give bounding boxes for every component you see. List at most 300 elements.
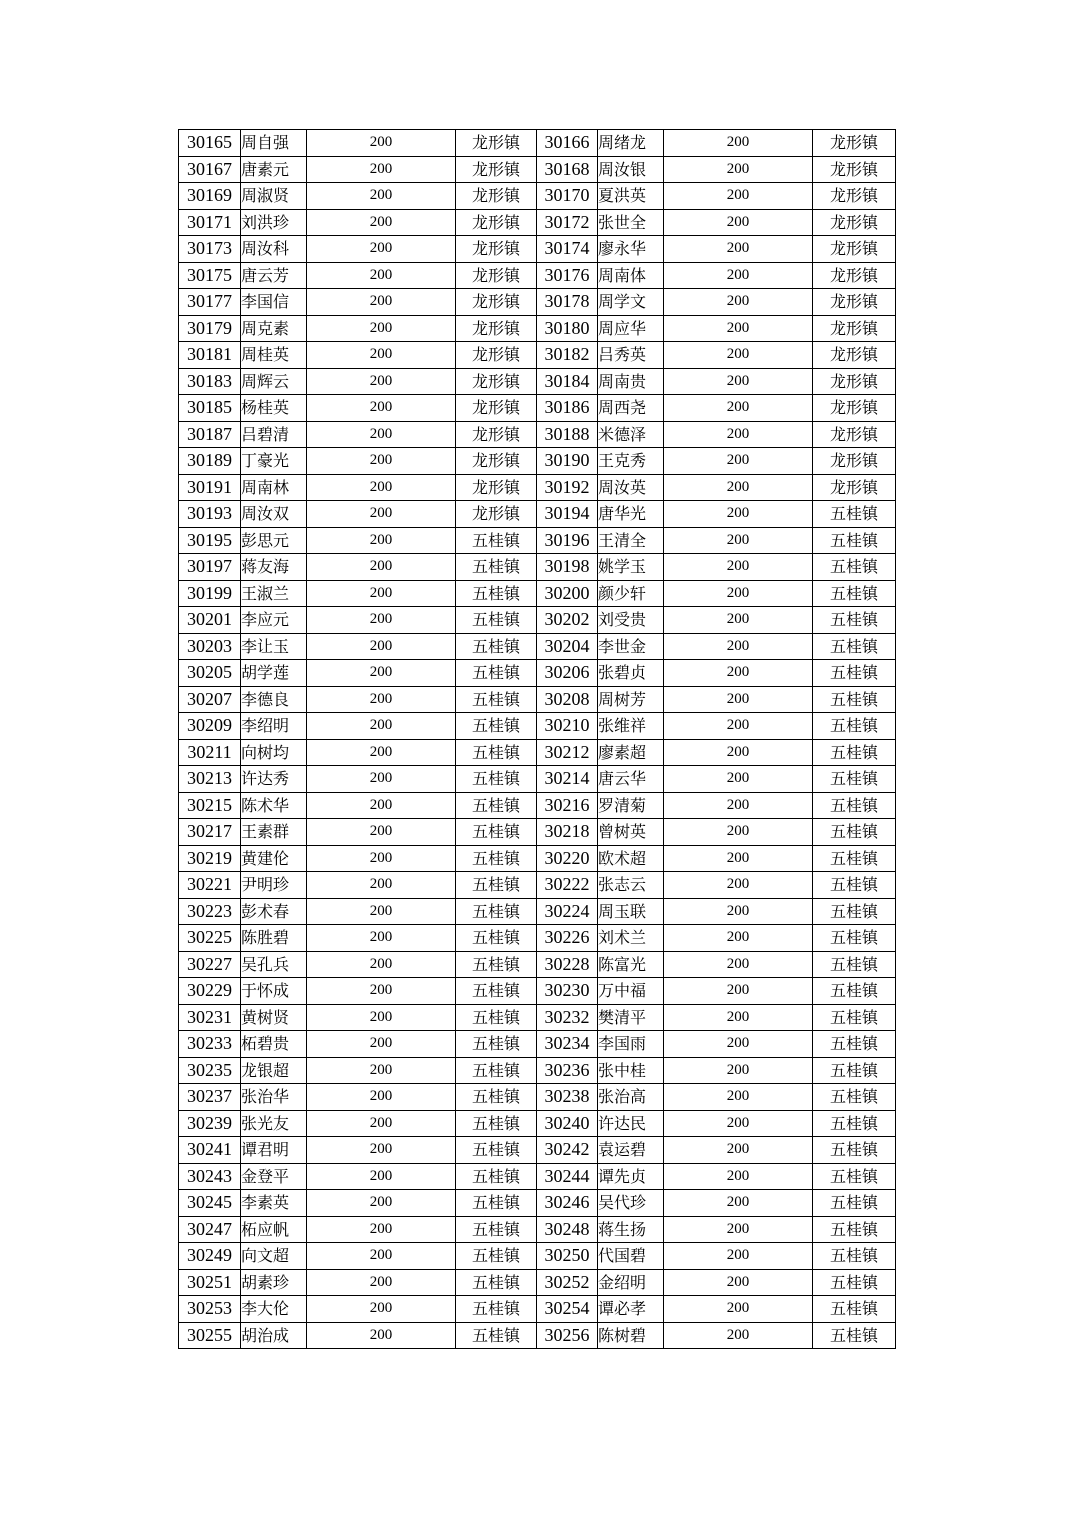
amount-cell: 200 [307,1031,456,1058]
amount-cell: 200 [664,262,813,289]
amount-cell: 200 [664,1004,813,1031]
record-number-cell: 30215 [179,792,241,819]
amount-cell: 200 [307,1004,456,1031]
town-cell: 五桂镇 [456,607,537,634]
record-number-cell: 30220 [537,845,598,872]
record-number-cell: 30189 [179,448,241,475]
amount-cell: 200 [664,792,813,819]
record-number-cell: 30216 [537,792,598,819]
amount-cell: 200 [664,607,813,634]
record-number-cell: 30219 [179,845,241,872]
person-name-cell: 张光友 [241,1110,307,1137]
town-cell: 龙形镇 [456,421,537,448]
record-number-cell: 30169 [179,183,241,210]
record-number-cell: 30230 [537,978,598,1005]
table-row [179,342,896,369]
record-number-cell: 30191 [179,474,241,501]
record-number-cell: 30194 [537,501,598,528]
person-name-cell: 廖素超 [598,739,664,766]
amount-cell: 200 [664,686,813,713]
person-name-cell: 彭思元 [241,527,307,554]
town-cell: 五桂镇 [813,819,896,846]
person-name-cell: 向树均 [241,739,307,766]
amount-cell: 200 [307,1190,456,1217]
amount-cell: 200 [664,978,813,1005]
amount-cell: 200 [664,872,813,899]
record-number-cell: 30206 [537,660,598,687]
person-name-cell: 李大伦 [241,1296,307,1323]
record-number-cell: 30187 [179,421,241,448]
table-row [179,1110,896,1137]
town-cell: 五桂镇 [456,951,537,978]
table-row [179,501,896,528]
record-number-cell: 30188 [537,421,598,448]
town-cell: 五桂镇 [456,660,537,687]
record-number-cell: 30195 [179,527,241,554]
table-row [179,315,896,342]
amount-cell: 200 [664,527,813,554]
table-row [179,845,896,872]
person-name-cell: 周南贵 [598,368,664,395]
record-number-cell: 30240 [537,1110,598,1137]
town-cell: 五桂镇 [456,978,537,1005]
table-row [179,289,896,316]
amount-cell: 200 [307,1269,456,1296]
person-name-cell: 张维祥 [598,713,664,740]
record-number-cell: 30236 [537,1057,598,1084]
table-row [179,1004,896,1031]
town-cell: 龙形镇 [813,421,896,448]
amount-cell: 200 [307,527,456,554]
town-cell: 五桂镇 [456,1031,537,1058]
table-row [179,1269,896,1296]
town-cell: 龙形镇 [813,262,896,289]
person-name-cell: 王清全 [598,527,664,554]
town-cell: 龙形镇 [456,262,537,289]
record-number-cell: 30250 [537,1243,598,1270]
amount-cell: 200 [664,1296,813,1323]
town-cell: 龙形镇 [456,130,537,157]
person-name-cell: 谭先贞 [598,1163,664,1190]
amount-cell: 200 [307,554,456,581]
roster-body [179,130,896,1349]
amount-cell: 200 [307,1057,456,1084]
town-cell: 五桂镇 [813,1004,896,1031]
person-name-cell: 陈胜碧 [241,925,307,952]
record-number-cell: 30184 [537,368,598,395]
table-row [179,448,896,475]
table-row [179,1243,896,1270]
amount-cell: 200 [307,1296,456,1323]
amount-cell: 200 [307,262,456,289]
record-number-cell: 30254 [537,1296,598,1323]
amount-cell: 200 [664,1190,813,1217]
person-name-cell: 周西尧 [598,395,664,422]
amount-cell: 200 [664,819,813,846]
amount-cell: 200 [664,898,813,925]
town-cell: 龙形镇 [456,395,537,422]
amount-cell: 200 [307,660,456,687]
person-name-cell: 彭术春 [241,898,307,925]
person-name-cell: 谭必孝 [598,1296,664,1323]
person-name-cell: 谭君明 [241,1137,307,1164]
amount-cell: 200 [664,183,813,210]
town-cell: 五桂镇 [813,1084,896,1111]
amount-cell: 200 [307,342,456,369]
record-number-cell: 30209 [179,713,241,740]
amount-cell: 200 [664,1137,813,1164]
record-number-cell: 30235 [179,1057,241,1084]
amount-cell: 200 [307,607,456,634]
record-number-cell: 30207 [179,686,241,713]
town-cell: 五桂镇 [813,1057,896,1084]
record-number-cell: 30232 [537,1004,598,1031]
table-row [179,1296,896,1323]
person-name-cell: 李国雨 [598,1031,664,1058]
town-cell: 五桂镇 [813,1216,896,1243]
person-name-cell: 黄树贤 [241,1004,307,1031]
amount-cell: 200 [307,421,456,448]
person-name-cell: 李素英 [241,1190,307,1217]
town-cell: 龙形镇 [456,236,537,263]
record-number-cell: 30183 [179,368,241,395]
table-row [179,474,896,501]
amount-cell: 200 [664,315,813,342]
record-number-cell: 30202 [537,607,598,634]
town-cell: 龙形镇 [456,448,537,475]
amount-cell: 200 [307,156,456,183]
town-cell: 龙形镇 [813,209,896,236]
amount-cell: 200 [664,580,813,607]
town-cell: 龙形镇 [813,474,896,501]
person-name-cell: 周淑贤 [241,183,307,210]
amount-cell: 200 [664,289,813,316]
amount-cell: 200 [307,978,456,1005]
record-number-cell: 30170 [537,183,598,210]
person-name-cell: 周南林 [241,474,307,501]
person-name-cell: 周桂英 [241,342,307,369]
town-cell: 龙形镇 [813,183,896,210]
table-row [179,395,896,422]
amount-cell: 200 [307,130,456,157]
amount-cell: 200 [664,130,813,157]
town-cell: 五桂镇 [456,554,537,581]
person-name-cell: 欧术超 [598,845,664,872]
person-name-cell: 刘洪珍 [241,209,307,236]
town-cell: 龙形镇 [813,395,896,422]
amount-cell: 200 [307,845,456,872]
amount-cell: 200 [664,1243,813,1270]
table-row [179,951,896,978]
record-number-cell: 30178 [537,289,598,316]
person-name-cell: 代国碧 [598,1243,664,1270]
record-number-cell: 30214 [537,766,598,793]
person-name-cell: 张世全 [598,209,664,236]
town-cell: 五桂镇 [813,633,896,660]
table-row [179,686,896,713]
amount-cell: 200 [664,1322,813,1349]
amount-cell: 200 [664,342,813,369]
record-number-cell: 30212 [537,739,598,766]
person-name-cell: 吕碧清 [241,421,307,448]
record-number-cell: 30248 [537,1216,598,1243]
amount-cell: 200 [307,686,456,713]
person-name-cell: 颜少轩 [598,580,664,607]
amount-cell: 200 [307,713,456,740]
town-cell: 龙形镇 [813,156,896,183]
amount-cell: 200 [307,1322,456,1349]
person-name-cell: 李应元 [241,607,307,634]
town-cell: 龙形镇 [456,342,537,369]
table-row [179,607,896,634]
town-cell: 五桂镇 [813,580,896,607]
record-number-cell: 30211 [179,739,241,766]
table-row [179,1322,896,1349]
town-cell: 五桂镇 [456,1057,537,1084]
table-row [179,713,896,740]
amount-cell: 200 [307,1163,456,1190]
amount-cell: 200 [307,766,456,793]
person-name-cell: 尹明珍 [241,872,307,899]
town-cell: 五桂镇 [456,1110,537,1137]
record-number-cell: 30239 [179,1110,241,1137]
person-name-cell: 金登平 [241,1163,307,1190]
amount-cell: 200 [307,872,456,899]
town-cell: 五桂镇 [456,925,537,952]
person-name-cell: 胡治成 [241,1322,307,1349]
amount-cell: 200 [307,792,456,819]
amount-cell: 200 [307,580,456,607]
town-cell: 五桂镇 [813,1110,896,1137]
amount-cell: 200 [664,1163,813,1190]
person-name-cell: 向文超 [241,1243,307,1270]
amount-cell: 200 [307,1084,456,1111]
record-number-cell: 30237 [179,1084,241,1111]
table-row [179,130,896,157]
person-name-cell: 周树芳 [598,686,664,713]
amount-cell: 200 [307,474,456,501]
town-cell: 龙形镇 [456,156,537,183]
subsidy-roster-table [178,129,896,1349]
person-name-cell: 张治华 [241,1084,307,1111]
town-cell: 五桂镇 [456,739,537,766]
town-cell: 五桂镇 [813,739,896,766]
town-cell: 五桂镇 [813,1269,896,1296]
record-number-cell: 30174 [537,236,598,263]
town-cell: 五桂镇 [813,872,896,899]
record-number-cell: 30173 [179,236,241,263]
town-cell: 五桂镇 [813,1031,896,1058]
amount-cell: 200 [664,448,813,475]
amount-cell: 200 [307,739,456,766]
town-cell: 五桂镇 [456,527,537,554]
table-row [179,236,896,263]
table-row [179,1190,896,1217]
person-name-cell: 金绍明 [598,1269,664,1296]
amount-cell: 200 [307,819,456,846]
person-name-cell: 周辉云 [241,368,307,395]
person-name-cell: 许达民 [598,1110,664,1137]
record-number-cell: 30182 [537,342,598,369]
record-number-cell: 30225 [179,925,241,952]
person-name-cell: 袁运碧 [598,1137,664,1164]
town-cell: 五桂镇 [813,1137,896,1164]
amount-cell: 200 [307,1137,456,1164]
town-cell: 五桂镇 [813,713,896,740]
record-number-cell: 30185 [179,395,241,422]
record-number-cell: 30180 [537,315,598,342]
table-row [179,819,896,846]
record-number-cell: 30229 [179,978,241,1005]
record-number-cell: 30196 [537,527,598,554]
person-name-cell: 夏洪英 [598,183,664,210]
person-name-cell: 曾树英 [598,819,664,846]
person-name-cell: 张志云 [598,872,664,899]
person-name-cell: 张治高 [598,1084,664,1111]
table-row [179,183,896,210]
table-row [179,978,896,1005]
amount-cell: 200 [307,209,456,236]
person-name-cell: 唐素元 [241,156,307,183]
town-cell: 五桂镇 [456,1296,537,1323]
amount-cell: 200 [664,739,813,766]
record-number-cell: 30210 [537,713,598,740]
town-cell: 五桂镇 [456,898,537,925]
person-name-cell: 唐云华 [598,766,664,793]
town-cell: 龙形镇 [456,368,537,395]
person-name-cell: 周南体 [598,262,664,289]
amount-cell: 200 [664,951,813,978]
record-number-cell: 30168 [537,156,598,183]
record-number-cell: 30176 [537,262,598,289]
record-number-cell: 30241 [179,1137,241,1164]
person-name-cell: 王素群 [241,819,307,846]
town-cell: 五桂镇 [456,633,537,660]
record-number-cell: 30252 [537,1269,598,1296]
record-number-cell: 30255 [179,1322,241,1349]
person-name-cell: 周自强 [241,130,307,157]
record-number-cell: 30218 [537,819,598,846]
town-cell: 五桂镇 [456,686,537,713]
amount-cell: 200 [307,448,456,475]
town-cell: 龙形镇 [813,342,896,369]
record-number-cell: 30171 [179,209,241,236]
table-row [179,633,896,660]
table-row [179,1137,896,1164]
town-cell: 五桂镇 [456,872,537,899]
person-name-cell: 李德良 [241,686,307,713]
town-cell: 五桂镇 [456,1190,537,1217]
amount-cell: 200 [664,395,813,422]
person-name-cell: 廖永华 [598,236,664,263]
person-name-cell: 吴代珍 [598,1190,664,1217]
amount-cell: 200 [307,236,456,263]
amount-cell: 200 [664,633,813,660]
person-name-cell: 杨桂英 [241,395,307,422]
town-cell: 龙形镇 [456,501,537,528]
table-row [179,792,896,819]
record-number-cell: 30192 [537,474,598,501]
person-name-cell: 刘受贵 [598,607,664,634]
record-number-cell: 30245 [179,1190,241,1217]
amount-cell: 200 [307,1216,456,1243]
town-cell: 龙形镇 [456,315,537,342]
amount-cell: 200 [307,289,456,316]
record-number-cell: 30234 [537,1031,598,1058]
person-name-cell: 吴孔兵 [241,951,307,978]
person-name-cell: 周汝银 [598,156,664,183]
amount-cell: 200 [307,951,456,978]
town-cell: 龙形镇 [456,183,537,210]
record-number-cell: 30242 [537,1137,598,1164]
record-number-cell: 30190 [537,448,598,475]
record-number-cell: 30205 [179,660,241,687]
table-row [179,209,896,236]
record-number-cell: 30224 [537,898,598,925]
amount-cell: 200 [307,315,456,342]
town-cell: 五桂镇 [456,1163,537,1190]
town-cell: 龙形镇 [813,368,896,395]
amount-cell: 200 [664,554,813,581]
record-number-cell: 30233 [179,1031,241,1058]
record-number-cell: 30167 [179,156,241,183]
record-number-cell: 30198 [537,554,598,581]
amount-cell: 200 [307,633,456,660]
town-cell: 五桂镇 [456,1269,537,1296]
town-cell: 五桂镇 [456,580,537,607]
town-cell: 五桂镇 [456,1216,537,1243]
town-cell: 五桂镇 [813,766,896,793]
record-number-cell: 30249 [179,1243,241,1270]
table-row [179,580,896,607]
record-number-cell: 30186 [537,395,598,422]
town-cell: 龙形镇 [813,448,896,475]
table-row [179,421,896,448]
table-row [179,872,896,899]
amount-cell: 200 [664,1269,813,1296]
amount-cell: 200 [307,1243,456,1270]
table-row [179,1216,896,1243]
record-number-cell: 30166 [537,130,598,157]
amount-cell: 200 [664,156,813,183]
town-cell: 五桂镇 [456,766,537,793]
person-name-cell: 于怀成 [241,978,307,1005]
record-number-cell: 30193 [179,501,241,528]
amount-cell: 200 [307,501,456,528]
person-name-cell: 周玉联 [598,898,664,925]
person-name-cell: 李绍明 [241,713,307,740]
town-cell: 龙形镇 [813,315,896,342]
amount-cell: 200 [307,925,456,952]
town-cell: 五桂镇 [813,951,896,978]
record-number-cell: 30175 [179,262,241,289]
record-number-cell: 30222 [537,872,598,899]
town-cell: 五桂镇 [456,1004,537,1031]
person-name-cell: 丁豪光 [241,448,307,475]
person-name-cell: 张中桂 [598,1057,664,1084]
town-cell: 龙形镇 [813,236,896,263]
record-number-cell: 30228 [537,951,598,978]
town-cell: 龙形镇 [813,130,896,157]
town-cell: 五桂镇 [813,660,896,687]
table-row [179,739,896,766]
person-name-cell: 周应华 [598,315,664,342]
town-cell: 五桂镇 [456,845,537,872]
person-name-cell: 米德泽 [598,421,664,448]
town-cell: 五桂镇 [813,978,896,1005]
town-cell: 五桂镇 [456,1137,537,1164]
table-row [179,527,896,554]
